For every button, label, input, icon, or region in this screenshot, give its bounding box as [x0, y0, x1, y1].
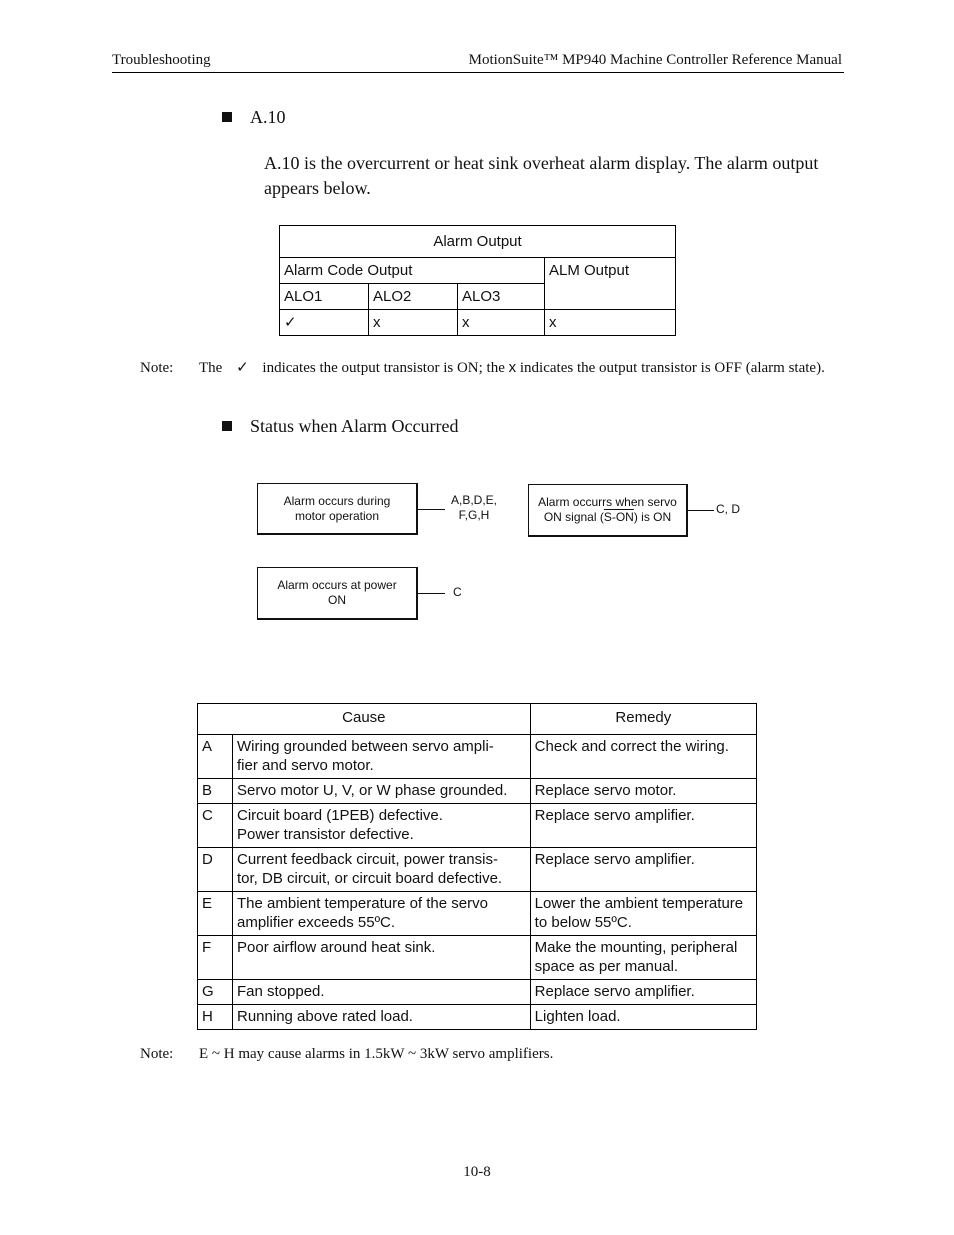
flow-box-servo-on: Alarm occurrs when servo ON signal (S-ON) is ON [528, 484, 688, 537]
flow-box-power-on: Alarm occurs at power ON [257, 567, 418, 620]
x-icon: x [508, 359, 517, 376]
table-row [198, 779, 757, 804]
cause-code-cell: G [198, 980, 233, 1005]
table-row [198, 892, 757, 936]
remedy-cell: Replace servo amplifier. [530, 980, 756, 1005]
remedy-cell: Lighten load. [530, 1005, 756, 1030]
remedy-cell: Replace servo amplifier. [530, 848, 756, 892]
alo3-value: x [458, 310, 545, 336]
page-number: 10-8 [463, 1164, 491, 1180]
table-row [198, 848, 757, 892]
check-icon: ✓ [236, 359, 249, 376]
table-row [198, 980, 757, 1005]
table-row [198, 735, 757, 779]
flow-box-motor-operation: Alarm occurs during motor operation [257, 483, 418, 535]
note-label: Note: [140, 1046, 174, 1062]
cause-code-cell: D [198, 848, 233, 892]
remedy-cell: Check and correct the wiring. [530, 735, 756, 779]
alo1-value: ✓ [280, 310, 369, 336]
alarm-code-output-header: Alarm Code Output [280, 258, 545, 284]
s-on-signal: S-ON [603, 510, 634, 524]
remedy-cell: Make the mounting, peripheral space as per manual. [530, 936, 756, 980]
cause-cell: Fan stopped. [233, 980, 531, 1005]
cause-remedy-table [197, 703, 757, 1030]
alo2-value: x [369, 310, 458, 336]
cause-cell: Wiring grounded between servo ampli- fier and servo motor. [233, 735, 531, 779]
cause-cell: Circuit board (1PEB) defective. Power transistor defective. [233, 804, 531, 848]
cause-code-cell: F [198, 936, 233, 980]
flow-connector [418, 509, 445, 510]
alarm-output-title: Alarm Output [280, 226, 676, 258]
cause-code-cell: A [198, 735, 233, 779]
note-label: Note: [140, 360, 174, 376]
flow-causes-servo-on: C, D [716, 502, 740, 516]
alo1-header: ALO1 [280, 284, 369, 310]
alo3-header: ALO3 [458, 284, 545, 310]
section-heading-status: Status when Alarm Occurred [222, 416, 458, 437]
flow-causes-power-on: C [453, 585, 462, 599]
header-rule [112, 72, 844, 73]
cause-cell: The ambient temperature of the servo amplifier exceeds 55ºC. [233, 892, 531, 936]
cause-code-cell: H [198, 1005, 233, 1030]
alm-output-header: ALM Output [545, 258, 676, 310]
note-e-h-alarms: Note: E ~ H may cause alarms in 1.5kW ~ 3kW servo amplifiers. [140, 1046, 554, 1062]
alm-output-value: x [545, 310, 676, 336]
cause-code-cell: C [198, 804, 233, 848]
cause-header: Cause [198, 704, 531, 735]
header-section-title: Troubleshooting [112, 52, 211, 68]
cause-code-cell: E [198, 892, 233, 936]
alo2-header: ALO2 [369, 284, 458, 310]
flow-connector [418, 593, 445, 594]
table-row [198, 1005, 757, 1030]
remedy-cell: Replace servo amplifier. [530, 804, 756, 848]
flow-connector [688, 510, 714, 511]
cause-code-cell: B [198, 779, 233, 804]
cause-cell: Poor airflow around heat sink. [233, 936, 531, 980]
section-heading-a10: A.10 [222, 107, 286, 128]
remedy-cell: Replace servo motor. [530, 779, 756, 804]
cause-cell: Running above rated load. [233, 1005, 531, 1030]
header-manual-title: MotionSuite™ MP940 Machine Controller Reference Manual [468, 52, 842, 68]
cause-cell: Current feedback circuit, power transis- tor, DB circuit, or circuit board defective. [233, 848, 531, 892]
square-bullet-icon [222, 112, 232, 122]
table-row [198, 936, 757, 980]
table-row [198, 804, 757, 848]
note-output-symbols: Note: The ✓ indicates the output transistor is ON; the x indicates the output transistor is OFF (alarm state). [140, 359, 825, 376]
alarm-output-table [279, 225, 676, 336]
remedy-header: Remedy [530, 704, 756, 735]
cause-cell: Servo motor U, V, or W phase grounded. [233, 779, 531, 804]
flow-causes-motor-operation: A,B,D,E, F,G,H [450, 493, 497, 522]
square-bullet-icon [222, 421, 232, 431]
a10-description: A.10 is the overcurrent or heat sink overheat alarm display. The alarm output appears below. [264, 153, 819, 198]
remedy-cell: Lower the ambient temperature to below 55ºC. [530, 892, 756, 936]
